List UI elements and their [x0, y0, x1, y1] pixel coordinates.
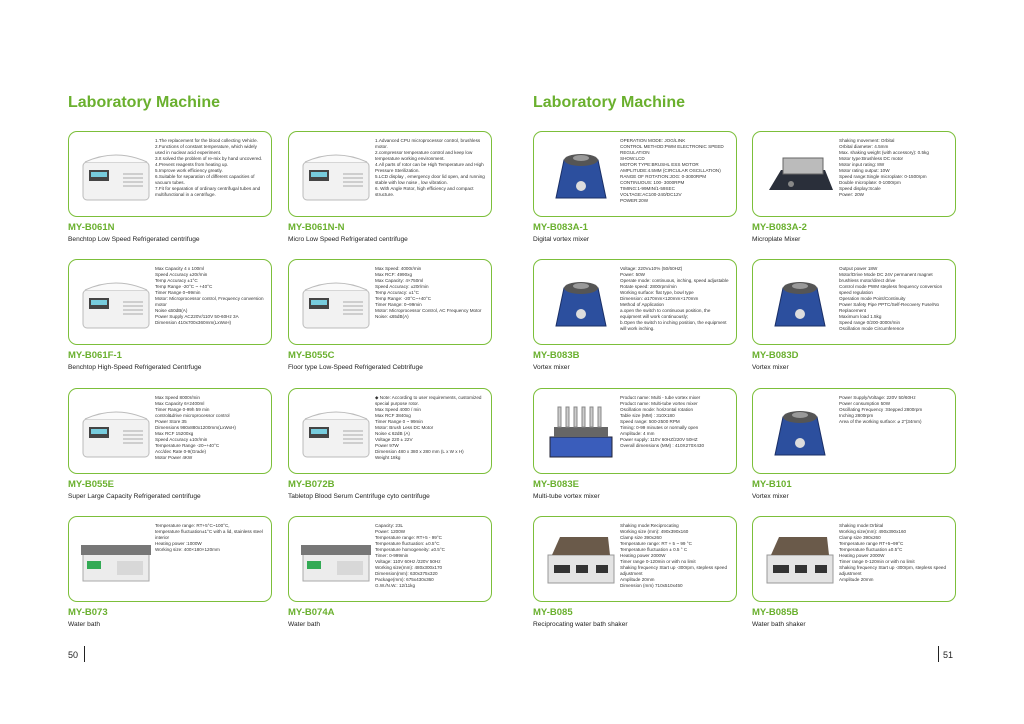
product-name: Reciprocating water bath shaker [533, 621, 628, 628]
product-name: Microplate Mixer [752, 236, 801, 243]
product-card [68, 259, 272, 345]
vortex-mixer-icon [761, 397, 839, 465]
product-name: Water bath [288, 621, 321, 628]
product-card [533, 388, 737, 474]
product-specs: Product name: Multi - tube vortex mixer Product name: Multi-tube vortex mixer Oscillation mode: horizontal rotation Table size (MM) : 310X180 Speed range: 500-2500 RPM Timing: 0-99 minutes or normally open Amplitude: 4 mm Power supply: 110V 60HZ/220V 50HZ Overall dimensions (MM) : 410X270X430 [620, 395, 705, 448]
water-bath-icon [77, 525, 155, 593]
product-model: MY-B083E [533, 479, 579, 490]
water-bath-shaker-icon [542, 525, 620, 593]
product-specs: Max Speed: 4000r/min Max RCF: 4990xg Max Capacity: 4×750ml Speed Accuracy: ±20r/min Temp Accuracy: ±1°C Temp Range: -20°C~+40°C Timer Range: 0~99min Motor: Microprocessor Control, AC Frequency Motor Noise: ≤65dB(A) [375, 266, 482, 319]
product-model: MY-B061N [68, 222, 115, 233]
centrifuge-icon [297, 397, 375, 465]
page-title-right: Laboratory Machine [533, 94, 686, 111]
centrifuge-icon [77, 268, 155, 336]
product-card [533, 131, 737, 217]
product-model: MY-B085 [533, 607, 573, 618]
product-model: MY-B085B [752, 607, 799, 618]
product-model: MY-B061F-1 [68, 350, 122, 361]
product-specs: Max Speed 8000r/min Max Capacity 6×2400ml Timer Range 0-99h 59 min control&drive microprocessor control Power Store 35 Dimensions 980x880x1200mm(LxWxH) Max RCF 15200xg Speed Accuracy ±10r/min Temperature Range -20~+40°C Acc/dec Rate 0-9(Grade) Motor Power 4KW [155, 395, 236, 460]
vortex-mixer-icon [542, 140, 620, 208]
product-card [752, 516, 956, 602]
product-card [752, 131, 956, 217]
water-bath-shaker-icon [761, 525, 839, 593]
product-name: Super Large Capacity Refrigerated centrifuge [68, 493, 201, 500]
product-specs: OPERATION MODE: JOG/LINK CONTROL METHOD:PWM ELECTRONIC SPEED REGULATION SHOW:LCD MOTOR TYPE:BRUSHL ESS MOTOR AMPLITUDE:4.5MM (CIRCULAR OSCILLATION) RANGE OF ROTATION:JOG: 0-3000RPM CONTINUOUS: 100- 3000RPM TIMING:1-99MIN/1-59SEC VOLTAGE:AC100-240/DC12V POWER:20W [620, 138, 724, 203]
centrifuge-icon [77, 140, 155, 208]
product-name: Vortex mixer [752, 364, 789, 371]
product-specs: Voltage: 220V±10% (50/60HZ) Power: 50W Operate mode: continuous, inching, speed adjustable Rotate speed: 2800rpm/min Working surface: flat type, bowl type Dimension: ø170mm×120mm×170mm Method of Application a.open the switch to continuous position, the equipment will work continuously; b.Open the switch to inching position, the equipment will work inching. [620, 266, 729, 331]
vortex-mixer-icon [761, 268, 839, 336]
product-name: Water bath shaker [752, 621, 806, 628]
page-number-divider [938, 646, 939, 662]
product-specs: Capacity: 23L Power: 1200W Temperature range: RT+5 - 99°C Temperature fluctuation: ±0.5°C Temperature homogeneity: ±0.5°C Timer: 0-999min Voltage: 110V 60Hz /220V 50Hz Working size(mm): 480x300x170 Dimension(mm): 630x375x320 Package(mm): 675x430x360 G.W./N.W.: 12/11kg [375, 523, 445, 588]
vortex-mixer-icon [542, 268, 620, 336]
product-specs: Shaking mode:Orbital Working size(mm): 490x390x160 Clamp size 390x260 Temperature range RT+5~99°C Temperature fluctuation ±0.5°C Heating power 2000W Timer range 0-120min or with no limit Shaking frequency Start up -300rpm, stepless speed adjustment Amplitude 20mm [839, 523, 946, 582]
product-specs: Output power 18W Motor/Drive Mode DC 24V permanent magnet brushless motor/direct drive Control mode PWM stepless frequency conversion speed regulation Operation mode Point/Continuity Power Safety Pipe PPTC/Self-Recovery Fuse/No Replacement Maximum load 1.5kg Speed range 0/200-3000r/min Oscillation mode Circumference [839, 266, 943, 331]
product-model: MY-B083B [533, 350, 580, 361]
product-specs: Shaking movement: Orbital Orbital diameter: 4.5mm Max. shaking weight (with accessory): 0.5kg Motor type:Brushless DC motor Motor input rating: 8W Motor rating output: 10W Speed range:Single microplate: 0-1500rpm Double microplate: 0-1000rpm Speed display:Scale Power: 20W [839, 138, 929, 197]
product-card [288, 516, 492, 602]
product-model: MY-B072B [288, 479, 335, 490]
product-name: Multi-tube vortex mixer [533, 493, 600, 500]
product-card [752, 388, 956, 474]
product-name: Floor type Low-Speed Refrigerated Cebtrifuge [288, 364, 423, 371]
product-name: Water bath [68, 621, 101, 628]
product-card [752, 259, 956, 345]
product-specs: Shaking mode:Reciprocating Working size (mm): 490x390x160 Clamp size 390x260 Temperature range: RT + 5 ~ 99 °C Temperature fluctuation ± 0.5 ° C Heating power 2000W Timer range 0-120min or with no limit Shaking frequency Start up -300rpm, stepless speed adjustment Amplitude 20mm Dimension (mm) 710x510x450 [620, 523, 727, 588]
product-model: MY-B055C [288, 350, 335, 361]
product-name: Digital vortex mixer [533, 236, 590, 243]
product-model: MY-B083A-1 [533, 222, 588, 233]
product-card [288, 259, 492, 345]
product-card [288, 388, 492, 474]
product-name: Benchtop Low Speed Refrigerated centrifuge [68, 236, 200, 243]
product-name: Vortex mixer [533, 364, 570, 371]
product-name: Benchtop High-Speed Refrigerated Centrfuge [68, 364, 202, 371]
product-card [533, 259, 737, 345]
centrifuge-icon [77, 397, 155, 465]
product-model: MY-B061N-N [288, 222, 345, 233]
page-number-right: 51 [943, 650, 954, 660]
page-title-left: Laboratory Machine [68, 94, 221, 111]
product-specs: Power Supply/Voltage: 220V 50/60Hz Power consumption 50W Oscillating Frequency :Stepped 2800rpm Inching 2800rpm Area of the working surface: ⌀ 2"(34mm) [839, 395, 923, 424]
product-model: MY-B101 [752, 479, 792, 490]
product-name: Vortex mixer [752, 493, 789, 500]
page-number-divider [84, 646, 85, 662]
centrifuge-icon [297, 268, 375, 336]
product-specs: ◆ Note: According to user requirements, customized special purpose rotor. Max Speed 4000 / min Max RCF 3840xg Timer Range 0 ~ 99min Motor: Brush Less DC Motor Noise ≤ 62dB (A) Voltage 220 ± 22V Power 97W Dimension 480 x 380 x 280 mm (L x W x H) Weight 18kg [375, 395, 482, 460]
product-specs: 1.Advanced CPU microprocessor control, brushless motor. 2.compressor temperature control and keep low temperature working environment. 4.All parts of rotor can be High Temperature and High Pressure Sterilization. 5.LCD display , emergency door lid open, and running stable with low noise , low vibration. 6. With Angle Rotor, high efficiency and compact structure. [375, 138, 485, 197]
product-specs: Max Capacity 4 x 100ml Speed Accuracy ±20r/min Temp Accuracy ±1°C Temp Range -20°C ~ +40°C Timer Range 0~99min Motor: Microprocessor control, Frequency conversion motor Noise ≤60dB(A) Power Supply AC220V/110V 50-60Hz 3A Dimension 410x700x360mm(LxWxH) [155, 266, 264, 325]
product-model: MY-B073 [68, 607, 108, 618]
product-card [68, 516, 272, 602]
product-card [288, 131, 492, 217]
product-model: MY-B083A-2 [752, 222, 807, 233]
product-card [68, 131, 272, 217]
product-name: Tabletop Blood Serum Centrifuge cyto centrifuge [288, 493, 430, 500]
centrifuge-icon [297, 140, 375, 208]
microplate-mixer-icon [761, 140, 839, 208]
product-model: MY-B074A [288, 607, 335, 618]
product-specs: 1.The replacement for the blood collecting Vehicle. 2.Functions of constant temperature, which widely used in nuclear acid experiment. 3.It solved the problem of re-mix by hand uncovered. 4.Prevent reagents from heating up. 5.Improve work efficiency greatly. 6.Suitable for separation of different capacities of vacuum tubes. 7.Fit for separation of ordinary centrifugal tubes and multifunctional in a centrifuge. [155, 138, 263, 197]
product-model: MY-B083D [752, 350, 799, 361]
product-card [533, 516, 737, 602]
product-specs: Temperature range: RT+5°C~100°C, temperature fluctuation±1°C with a lid, stainless steel interior Heating power :1000W Working size: 400×180×120mm [155, 523, 263, 552]
water-bath-icon [297, 525, 375, 593]
product-model: MY-B055E [68, 479, 114, 490]
product-name: Micro Low Speed Refrigerated centrifuge [288, 236, 408, 243]
page-number-left: 50 [68, 650, 79, 660]
product-card [68, 388, 272, 474]
multi-tube-mixer-icon [542, 397, 620, 465]
